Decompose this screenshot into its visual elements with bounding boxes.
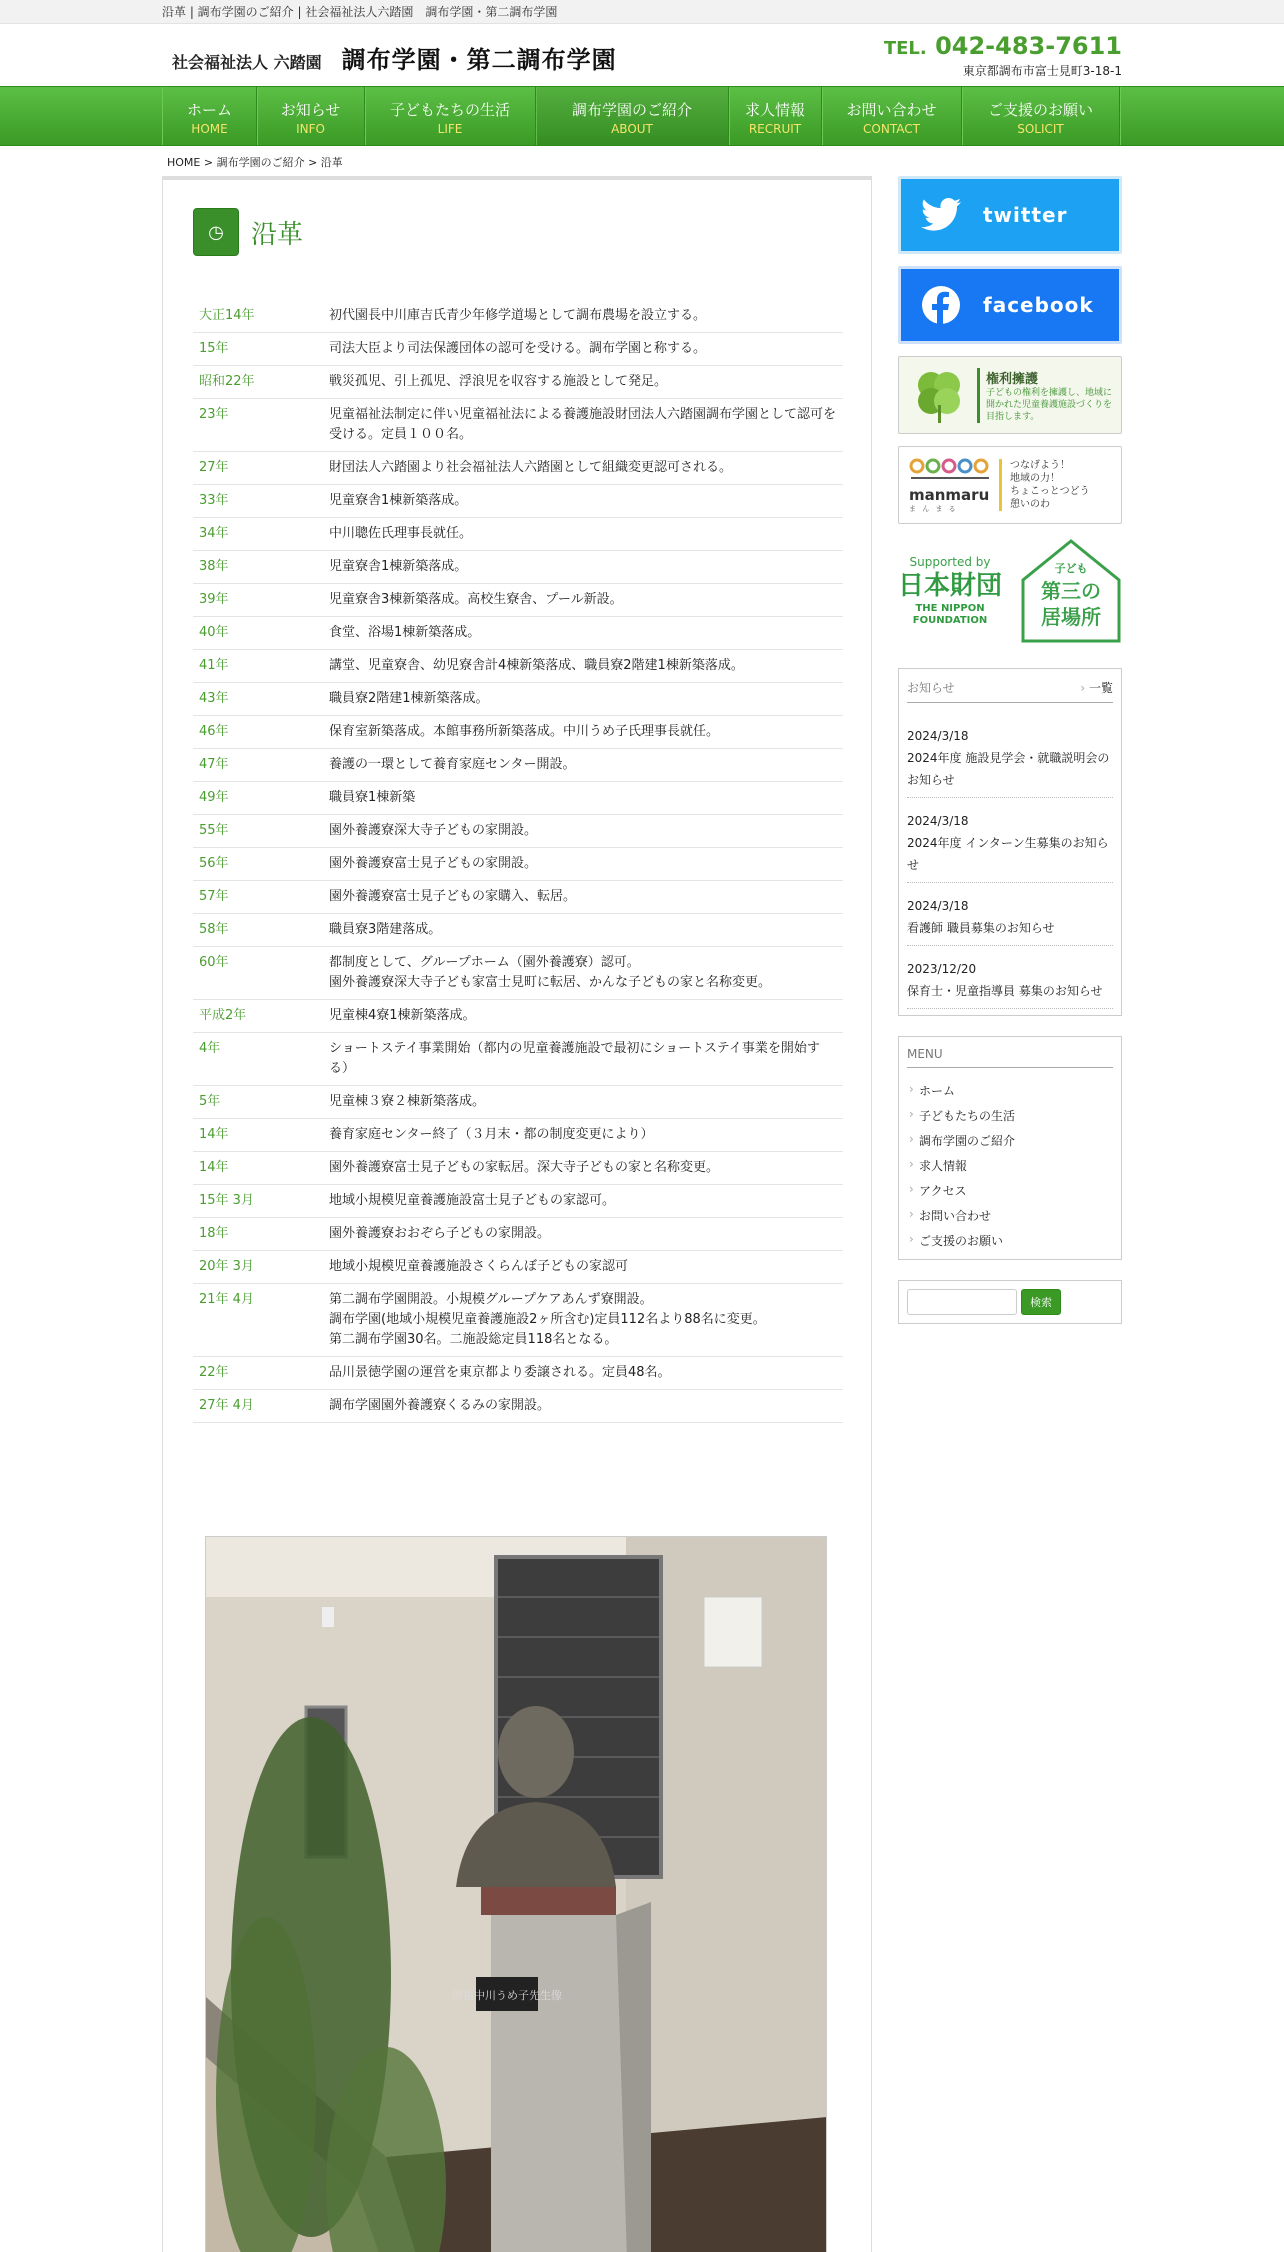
history-row <box>193 518 843 551</box>
manmaru-figures-icon <box>909 456 993 482</box>
history-row <box>193 914 843 947</box>
news-item[interactable] <box>907 946 1113 1009</box>
history-year: 4年 <box>193 1033 323 1086</box>
history-row <box>193 881 843 914</box>
history-year: 14年 <box>193 1152 323 1185</box>
history-year: 15年 3月 <box>193 1185 323 1218</box>
nippon-foundation-logo[interactable] <box>898 555 1002 627</box>
history-row <box>193 1033 843 1086</box>
facebook-label: facebook <box>983 293 1094 317</box>
nav-item-life[interactable] <box>365 87 536 145</box>
statue-photo <box>205 1536 827 2252</box>
history-table <box>193 300 843 1423</box>
tel-label: TEL. <box>883 38 927 59</box>
chevron-right-icon: › <box>1080 681 1089 695</box>
third-place-big: 第三の居場所 <box>1041 579 1101 629</box>
contact-info <box>884 32 1122 79</box>
history-year: 21年 4月 <box>193 1284 323 1357</box>
global-nav <box>0 86 1284 146</box>
nav-sub-label: SOLICIT <box>1017 122 1064 136</box>
history-year: 55年 <box>193 815 323 848</box>
news-title: 2024年度 インターン生募集のお知らせ <box>907 836 1109 872</box>
nav-sub-label: LIFE <box>437 122 463 136</box>
history-row <box>193 399 843 452</box>
menu-widget-header <box>907 1047 1113 1068</box>
history-year: 14年 <box>193 1119 323 1152</box>
nav-item-solicit[interactable] <box>962 87 1120 145</box>
history-event: 養護の一環として養育家庭センター開設。 <box>323 749 843 782</box>
facebook-banner[interactable] <box>898 266 1122 344</box>
history-event: 児童棟4寮1棟新築落成。 <box>323 1000 843 1033</box>
history-year: 46年 <box>193 716 323 749</box>
history-event: 職員寮3階建落成。 <box>323 914 843 947</box>
nav-item-about[interactable] <box>536 87 729 145</box>
history-event: 地域小規模児童養護施設富士見子どもの家認可。 <box>323 1185 843 1218</box>
history-row <box>193 848 843 881</box>
history-row <box>193 1086 843 1119</box>
search-button[interactable]: 検索 <box>1021 1289 1061 1315</box>
rights-advocacy-banner[interactable] <box>898 356 1122 434</box>
news-item[interactable] <box>907 798 1113 883</box>
history-year: 58年 <box>193 914 323 947</box>
history-event: 品川景徳学園の運営を東京都より委譲される。定員48名。 <box>323 1357 843 1390</box>
history-event: 財団法人六踏園より社会福祉法人六踏園として組織変更認可される。 <box>323 452 843 485</box>
history-row <box>193 366 843 399</box>
history-row <box>193 1185 843 1218</box>
manmaru-name: manmaru <box>909 486 990 504</box>
search-input[interactable] <box>907 1289 1017 1315</box>
nav-item-info[interactable] <box>257 87 365 145</box>
history-event: 園外養護寮富士見子どもの家転居。深大寺子どもの家と名称変更。 <box>323 1152 843 1185</box>
search-form <box>899 1281 1121 1323</box>
history-event: 地域小規模児童養護施設さくらんぼ子どもの家認可 <box>323 1251 843 1284</box>
history-event: 職員寮2階建1棟新築落成。 <box>323 683 843 716</box>
history-row <box>193 1357 843 1390</box>
nav-item-home[interactable] <box>163 87 257 145</box>
history-year: 18年 <box>193 1218 323 1251</box>
news-list <box>907 703 1113 1009</box>
history-year: 33年 <box>193 485 323 518</box>
menu-item[interactable]: › アクセス <box>907 1178 1113 1203</box>
history-row <box>193 683 843 716</box>
top-bar <box>0 0 1284 24</box>
news-all-link[interactable] <box>1080 679 1113 696</box>
site-logo[interactable] <box>172 40 617 75</box>
menu-item[interactable]: › 求人情報 <box>907 1153 1113 1178</box>
menu-item[interactable]: › ホーム <box>907 1078 1113 1103</box>
history-event: 園外養護寮おおぞら子どもの家開設。 <box>323 1218 843 1251</box>
history-event: ショートステイ事業開始（都内の児童養護施設で最初にショートステイ事業を開始する） <box>323 1033 843 1086</box>
history-row <box>193 584 843 617</box>
statue-plaque-text: 園祖中川うめ子先生像 <box>452 1989 562 2002</box>
nav-label: ご支援のお願い <box>987 101 1093 119</box>
history-event: 園外養護寮富士見子どもの家開設。 <box>323 848 843 881</box>
news-item[interactable] <box>907 883 1113 946</box>
clock-icon: ◷ <box>193 208 239 256</box>
history-row <box>193 1119 843 1152</box>
history-event: 戦災孤児、引上孤児、浮浪児を収容する施設として発足。 <box>323 366 843 399</box>
history-row <box>193 1284 843 1357</box>
nav-sub-label: INFO <box>296 122 325 136</box>
partner-logos <box>898 536 1122 646</box>
history-row <box>193 452 843 485</box>
history-year: 60年 <box>193 947 323 1000</box>
news-widget-header <box>907 679 1113 703</box>
history-year: 57年 <box>193 881 323 914</box>
history-event: 児童寮舎3棟新築落成。高校生寮舎、プール新設。 <box>323 584 843 617</box>
nav-sub-label: HOME <box>191 122 228 136</box>
history-year: 20年 3月 <box>193 1251 323 1284</box>
breadcrumb[interactable]: HOME > 調布学園のご紹介 > 沿革 <box>167 156 343 169</box>
history-year: 34年 <box>193 518 323 551</box>
nav-label: 求人情報 <box>744 101 805 119</box>
statue-photo-image <box>206 1537 827 2252</box>
history-row <box>193 617 843 650</box>
history-event: 都制度として、グループホーム（園外養護寮）認可。 園外養護寮深大寺子ども家富士見町に転居、かんな子どもの家と名称変更。 <box>323 947 843 1000</box>
menu-widget <box>898 1036 1122 1260</box>
history-year: 大正14年 <box>193 300 323 333</box>
nippon-foundation-en: THE NIPPON FOUNDATION <box>912 603 988 626</box>
third-place-small: 子ども <box>1054 562 1088 575</box>
tel-value: 042-483-7611 <box>935 32 1122 60</box>
history-year: 昭和22年 <box>193 366 323 399</box>
history-row <box>193 300 843 333</box>
news-widget <box>898 668 1122 1016</box>
history-row <box>193 485 843 518</box>
nav-label: 子どもたちの生活 <box>389 101 510 119</box>
history-event: 園外養護寮深大寺子どもの家開設。 <box>323 815 843 848</box>
history-row <box>193 947 843 1000</box>
history-year: 40年 <box>193 617 323 650</box>
menu-item[interactable]: › ご支援のお願い <box>907 1228 1113 1253</box>
history-row <box>193 333 843 366</box>
history-year: 41年 <box>193 650 323 683</box>
news-title: 保育士・児童指導員 募集のお知らせ <box>907 984 1103 998</box>
history-row <box>193 782 843 815</box>
history-event: 食堂、浴場1棟新築落成。 <box>323 617 843 650</box>
site-name: 調布学園・第二調布学園 <box>341 46 617 74</box>
nav-label: お問い合わせ <box>846 101 937 119</box>
phone-number[interactable] <box>884 32 1122 60</box>
history-event: 児童棟３寮２棟新築落成。 <box>323 1086 843 1119</box>
history-row <box>193 1390 843 1423</box>
supported-by-label: Supported by <box>909 555 991 569</box>
history-event: 講堂、児童寮舎、幼児寮舎計4棟新築落成、職員寮2階建1棟新築落成。 <box>323 650 843 683</box>
rights-advocacy-text: 子どもの権利を擁護し、地域に開かれた児童養護施設づくりを目指します。 <box>986 387 1113 422</box>
history-event: 第二調布学園開設。小規模グループケアあんず寮開設。 調布学園(地域小規模児童養護施設2ヶ所含む)定員112名より88名に変更。 第二調布学園30名。二施設総定員118名となる。 <box>323 1284 843 1357</box>
menu-item[interactable]: › お問い合わせ <box>907 1203 1113 1228</box>
history-event: 初代園長中川庫吉氏青少年修学道場として調布農場を設立する。 <box>323 300 843 333</box>
nav-label: お知らせ <box>280 101 341 119</box>
history-event: 児童寮舎1棟新築落成。 <box>323 551 843 584</box>
history-year: 27年 4月 <box>193 1390 323 1423</box>
history-row <box>193 551 843 584</box>
twitter-label: twitter <box>983 203 1068 227</box>
history-event: 養育家庭センター終了（３月末・都の制度変更により） <box>323 1119 843 1152</box>
news-date: 2023/12/20 <box>907 962 977 976</box>
manmaru-kana: ま ん ま る <box>909 505 958 513</box>
history-event: 司法大臣より司法保護団体の認可を受ける。調布学園と称する。 <box>323 333 843 366</box>
third-place-logo[interactable] <box>1020 538 1122 644</box>
menu-item[interactable]: › 調布学園のご紹介 <box>907 1128 1113 1153</box>
main-content <box>162 176 872 2252</box>
address: 東京都調布市富士見町3-18-1 <box>962 64 1122 78</box>
history-row <box>193 716 843 749</box>
manmaru-text: つなげよう！ 地域の力！ ちょこっとつどう 憩いのわ <box>999 459 1090 511</box>
news-date: 2024/3/18 <box>907 814 969 828</box>
page-title-block <box>193 208 871 256</box>
history-row <box>193 650 843 683</box>
nippon-foundation-jp: 日本財団 <box>898 571 1003 601</box>
nav-label: 調布学園のご紹介 <box>571 101 692 119</box>
menu-list <box>907 1068 1113 1253</box>
history-year: 47年 <box>193 749 323 782</box>
history-year: 56年 <box>193 848 323 881</box>
history-year: 23年 <box>193 399 323 452</box>
history-event: 調布学園園外養護寮くるみの家開設。 <box>323 1390 843 1423</box>
history-row <box>193 1152 843 1185</box>
news-title: 2024年度 施設見学会・就職説明会のお知らせ <box>907 751 1110 787</box>
history-year: 平成2年 <box>193 1000 323 1033</box>
news-title: 看護師 職員募集のお知らせ <box>907 921 1055 935</box>
menu-item[interactable]: › 子どもたちの生活 <box>907 1103 1113 1128</box>
history-year: 39年 <box>193 584 323 617</box>
history-event: 中川聰佐氏理事長就任。 <box>323 518 843 551</box>
history-year: 27年 <box>193 452 323 485</box>
history-event: 保育室新築落成。本館事務所新築落成。中川うめ子氏理事長就任。 <box>323 716 843 749</box>
facebook-f-icon <box>921 285 961 325</box>
history-year: 15年 <box>193 333 323 366</box>
nav-sub-label: ABOUT <box>611 122 653 136</box>
menu-heading: MENU <box>907 1047 943 1061</box>
history-row <box>193 1000 843 1033</box>
history-row <box>193 815 843 848</box>
news-date: 2024/3/18 <box>907 899 969 913</box>
manmaru-logo <box>909 456 999 514</box>
nav-sub-label: CONTACT <box>863 122 920 136</box>
history-event: 職員寮1棟新築 <box>323 782 843 815</box>
history-year: 49年 <box>193 782 323 815</box>
manmaru-banner[interactable] <box>898 446 1122 524</box>
nav-item-recruit[interactable] <box>729 87 822 145</box>
history-year: 38年 <box>193 551 323 584</box>
history-event: 児童寮舎1棟新築落成。 <box>323 485 843 518</box>
history-event: 園外養護寮富士見子どもの家購入、転居。 <box>323 881 843 914</box>
content-wrapper <box>162 146 1122 2002</box>
corp-name: 社会福祉法人 六踏園 <box>172 53 322 72</box>
rights-advocacy-text-block <box>977 368 1112 423</box>
clover-icon <box>909 365 969 425</box>
sidebar <box>898 176 1122 1344</box>
history-year: 22年 <box>193 1357 323 1390</box>
news-all-label: 一覧 <box>1088 681 1113 695</box>
history-event: 児童福祉法制定に伴い児童福祉法による養護施設財団法人六踏園調布学園として認可を受ける。定員１００名。 <box>323 399 843 452</box>
nav-label: ホーム <box>186 101 232 119</box>
twitter-banner[interactable] <box>898 176 1122 254</box>
nav-sub-label: RECRUIT <box>748 122 802 136</box>
history-row <box>193 1251 843 1284</box>
twitter-bird-icon <box>921 198 961 232</box>
rights-advocacy-title: 権利擁護 <box>986 371 1039 387</box>
search-widget <box>898 1280 1122 1324</box>
history-row <box>193 1218 843 1251</box>
site-header <box>162 24 1122 86</box>
history-year: 43年 <box>193 683 323 716</box>
news-heading: お知らせ <box>907 681 955 695</box>
top-bar-text: 沿革 | 調布学園のご紹介 | 社会福祉法人六踏園 調布学園・第二調布学園 <box>162 5 558 19</box>
news-item[interactable] <box>907 713 1113 798</box>
history-year: 5年 <box>193 1086 323 1119</box>
news-date: 2024/3/18 <box>907 729 969 743</box>
nav-item-contact[interactable] <box>822 87 962 145</box>
page-title: 沿革 <box>251 219 304 250</box>
history-row <box>193 749 843 782</box>
